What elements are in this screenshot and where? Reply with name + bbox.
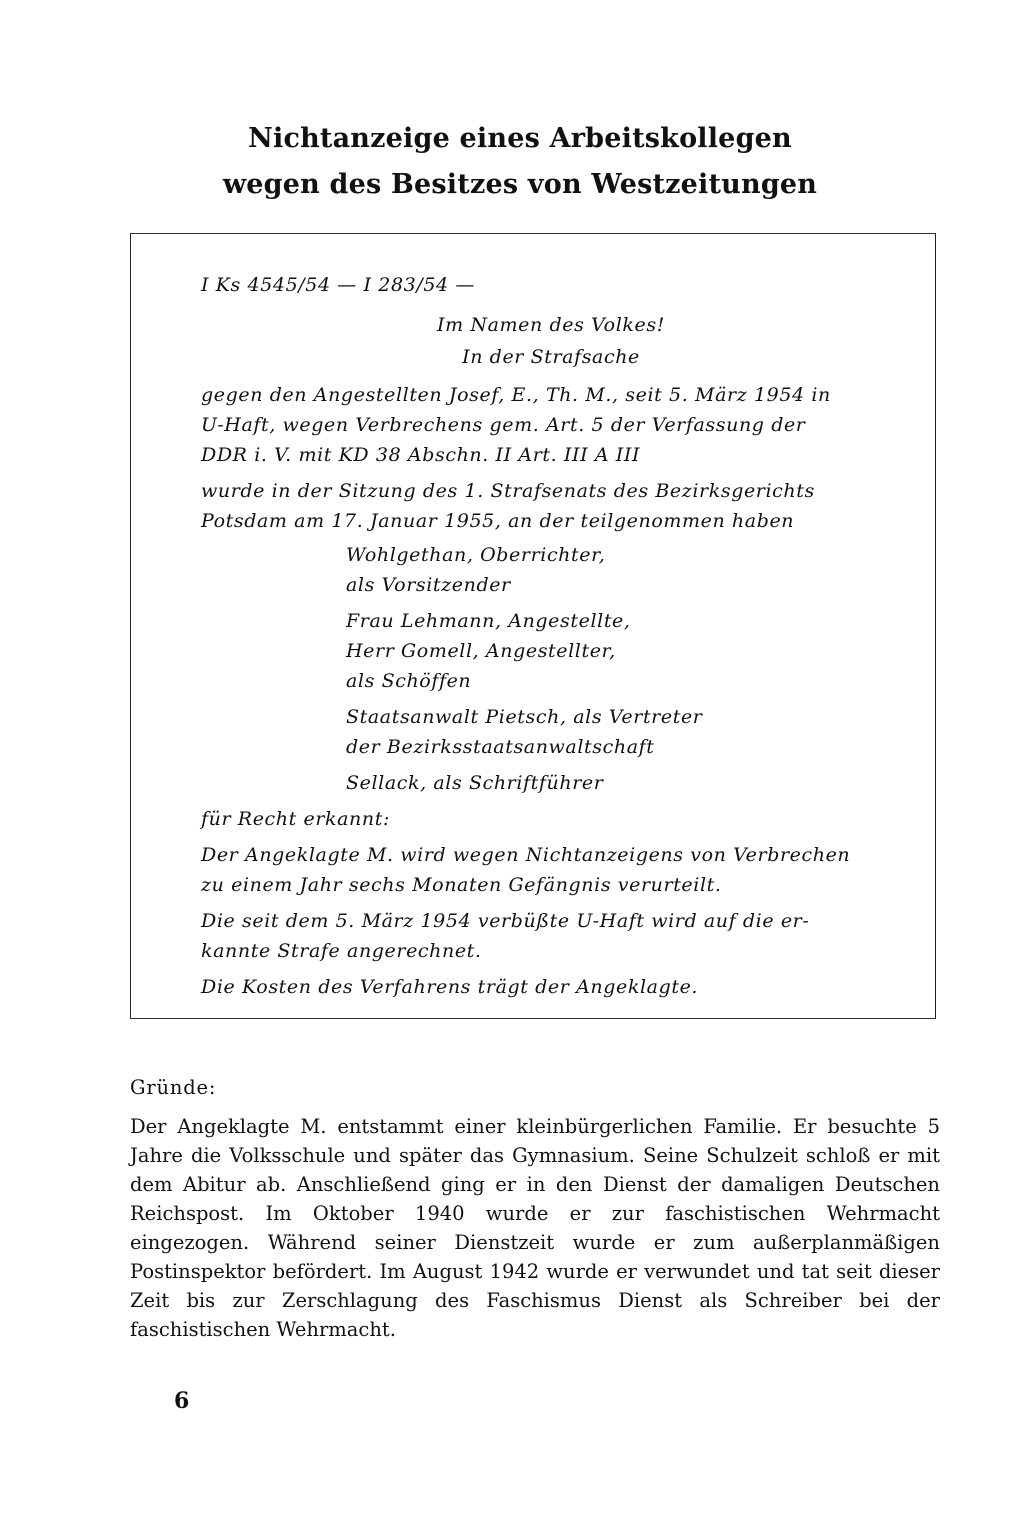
- court-panel: [346, 540, 901, 798]
- page-number: 6: [174, 1388, 190, 1414]
- panel-lay-judges: [346, 606, 901, 696]
- panel-line: Wohlgethan, Oberrichter,: [346, 544, 606, 566]
- sentence-line: Der Angeklagte M. wird wegen Nichtanzeigens von Verbrechen: [201, 844, 851, 866]
- panel-line: Herr Gomell, Angestellter,: [346, 640, 616, 662]
- credit-line: Die seit dem 5. März 1954 verbüßte U-Haft wird auf die er-: [201, 910, 810, 932]
- credit-line: kannte Strafe angerechnet.: [201, 940, 482, 962]
- panel-line: Frau Lehmann, Angestellte,: [346, 610, 631, 632]
- panel-line: Sellack, als Schriftführer: [346, 772, 604, 794]
- title-line-1: Nichtanzeige eines Arbeitskollegen: [248, 123, 792, 154]
- judgment-intro: für Recht erkannt:: [201, 808, 390, 830]
- case-number: I Ks 4545/54 — I 283/54 —: [201, 274, 475, 296]
- verdict-heading-strafsache: In der Strafsache: [462, 346, 640, 368]
- costs-line: Die Kosten des Verfahrens trägt der Angeklagte.: [201, 976, 699, 998]
- reasons-section: [130, 1073, 940, 1344]
- panel-clerk: [346, 768, 901, 798]
- panel-line: als Schöffen: [346, 670, 472, 692]
- sentence-line: zu einem Jahr sechs Monaten Gefängnis verurteilt.: [201, 874, 722, 896]
- defendant-line: U-Haft, wegen Verbrechens gem. Art. 5 der Verfassung der: [201, 414, 806, 436]
- defendant-line: DDR i. V. mit KD 38 Abschn. II Art. III A III: [201, 444, 641, 466]
- panel-line: der Bezirksstaatsanwaltschaft: [346, 736, 655, 758]
- verdict-heading-volk: Im Namen des Volkes!: [437, 314, 665, 336]
- reasons-heading: Gründe:: [130, 1076, 217, 1099]
- title-line-2: wegen des Besitzes von Westzeitungen: [222, 169, 818, 200]
- session-line: wurde in der Sitzung des 1. Strafsenats des Bezirksgerichts: [201, 480, 815, 502]
- session-line: Potsdam am 17. Januar 1955, an der teilgenommen haben: [201, 510, 795, 532]
- reasons-paragraph: Der Angeklagte M. entstammt einer kleinbürgerlichen Familie. Er besuchte 5 Jahre die Volksschule und später das Gymnasium. Seine Schulzeit schloß er mit dem Abitur ab. Anschließend ging er in den Dienst der damaligen Deutschen Reichspost. Im Oktober 1940 wurde er zur faschistischen Wehrmacht eingezogen. Während seiner Dienstzeit wurde er zum außerplanmäßigen Postinspektor befördert. Im August 1942 wurde er verwundet und tat seit dieser Zeit bis zur Zerschlagung des Faschismus Dienst als Schreiber bei der faschistischen Wehrmacht.: [130, 1115, 940, 1341]
- verdict-box: [130, 233, 936, 1019]
- panel-presiding: [346, 540, 901, 600]
- panel-line: als Vorsitzender: [346, 574, 511, 596]
- verdict-text: [201, 270, 901, 1002]
- page-title: [120, 116, 920, 208]
- panel-line: Staatsanwalt Pietsch, als Vertreter: [346, 706, 703, 728]
- panel-prosecutor: [346, 702, 901, 762]
- defendant-line: gegen den Angestellten Josef, E., Th. M., seit 5. März 1954 in: [201, 384, 831, 406]
